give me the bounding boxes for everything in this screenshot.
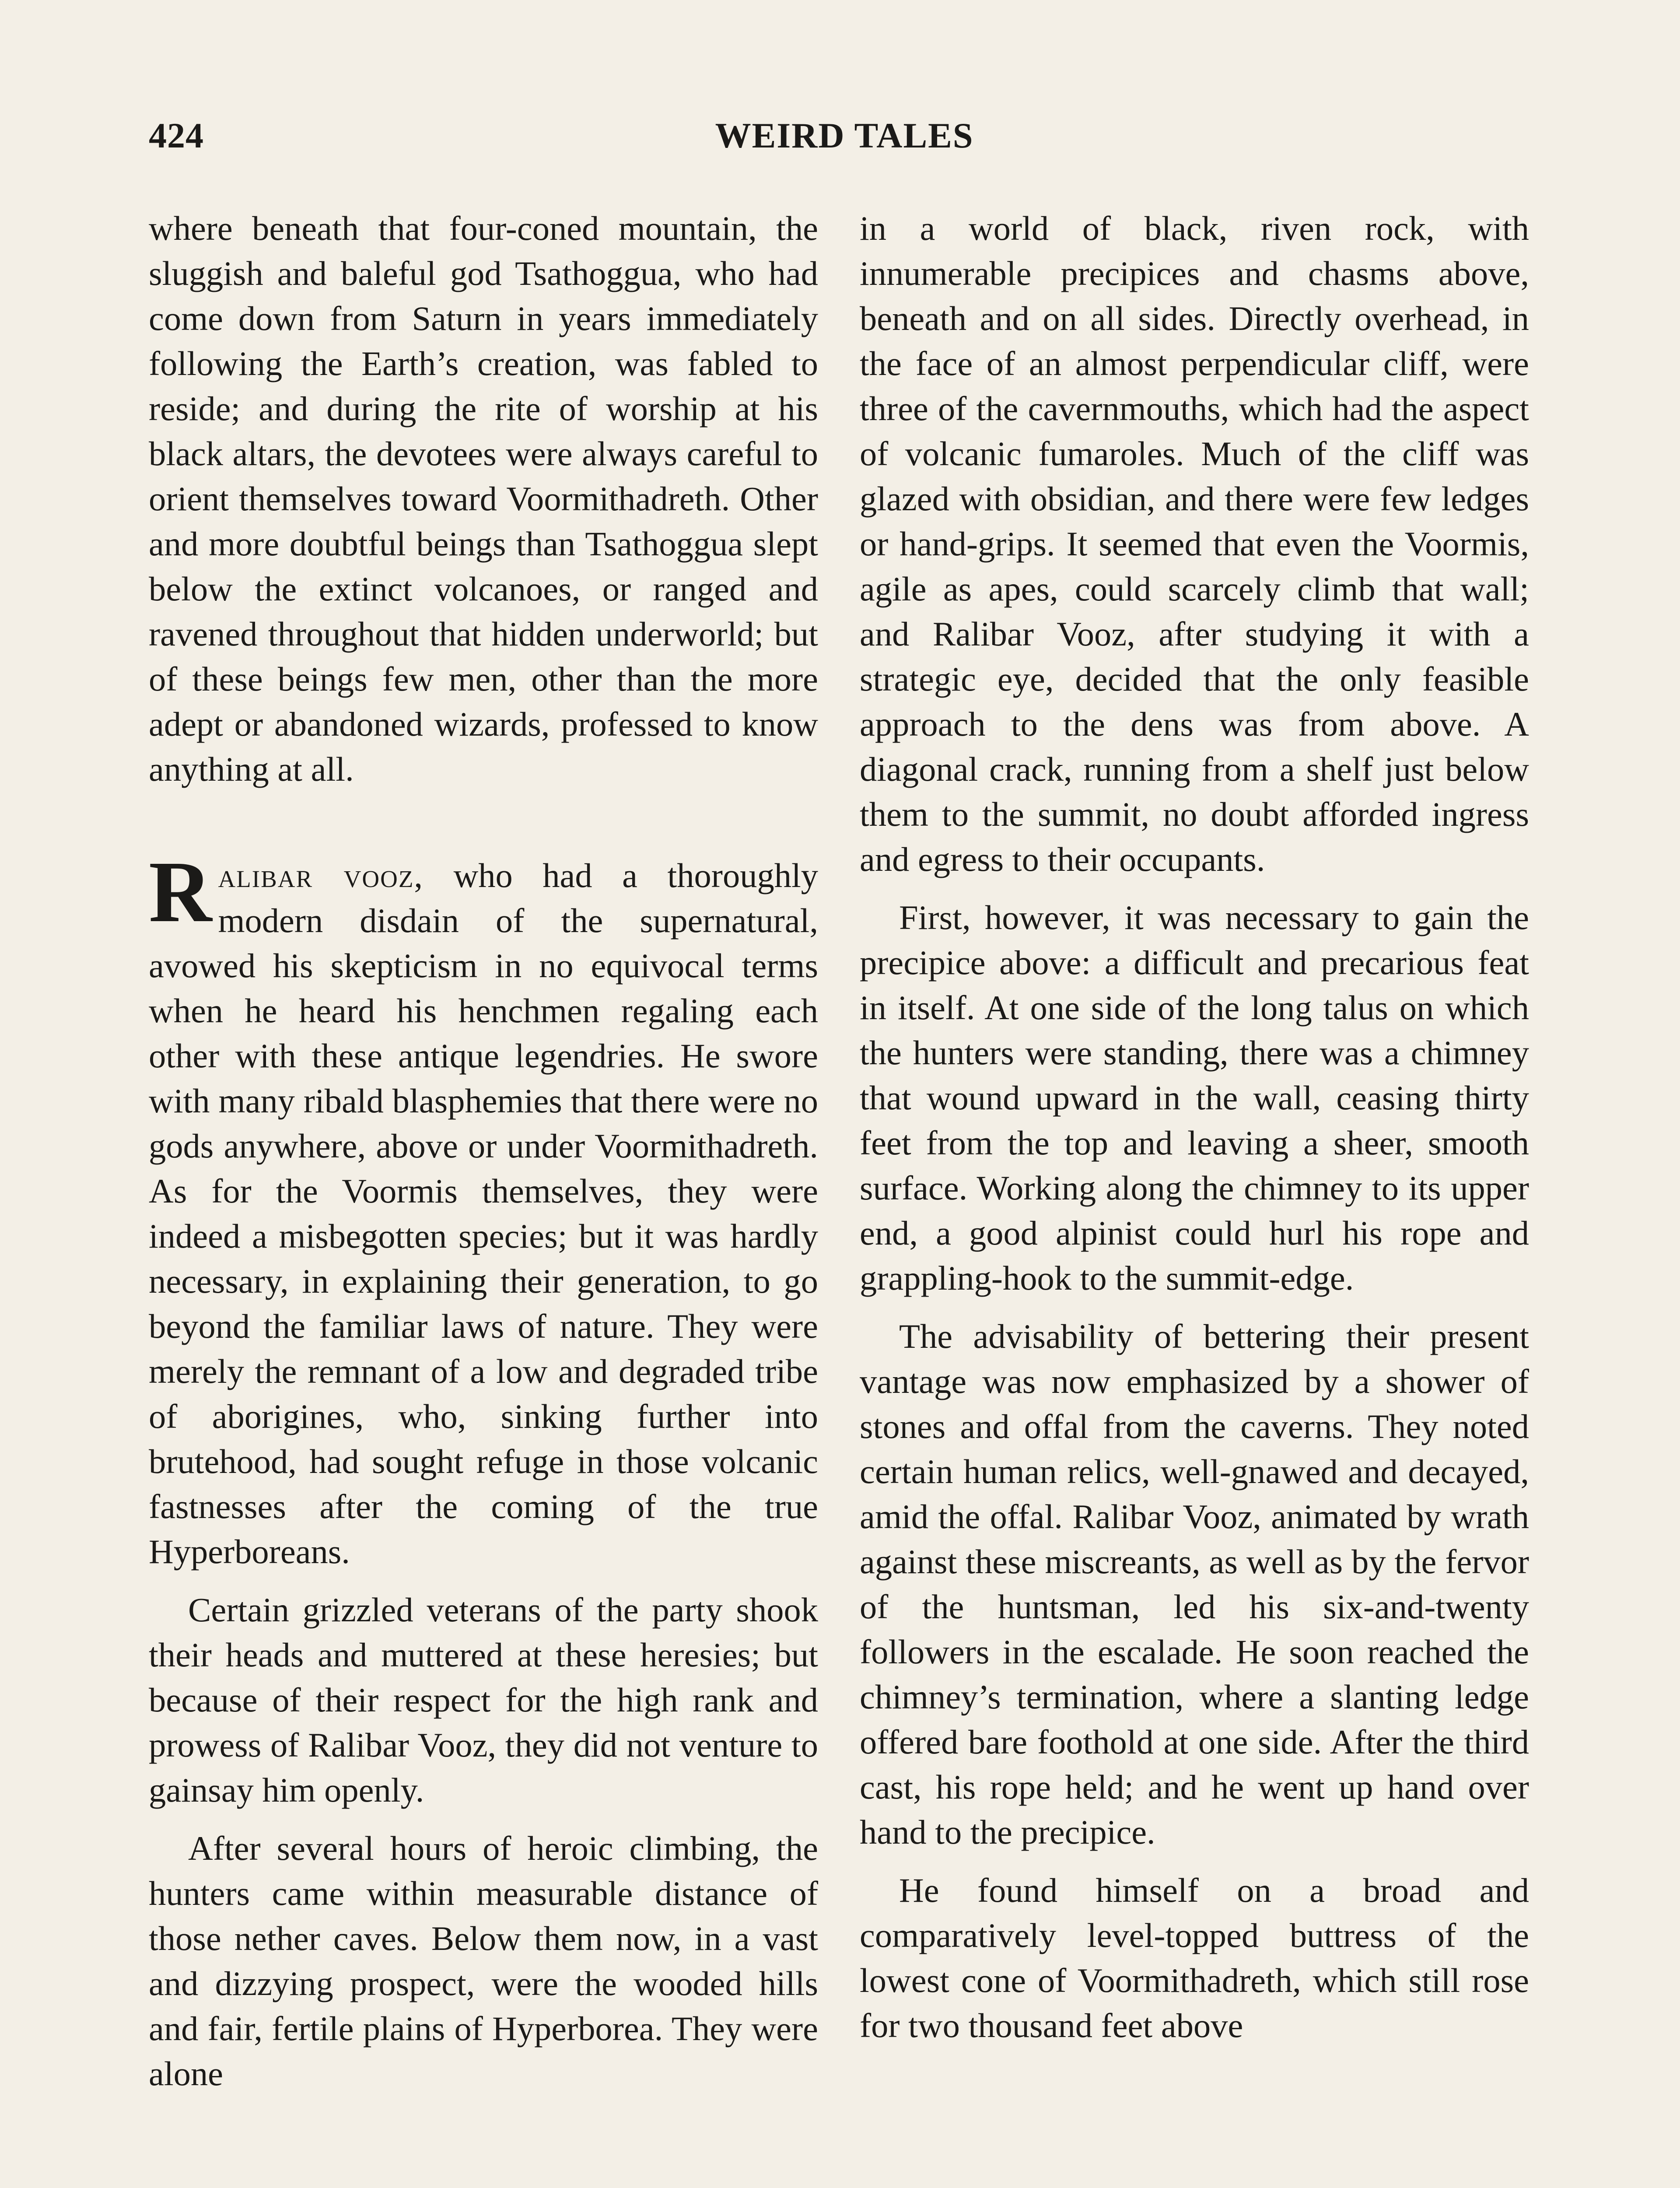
paragraph-text: who had a thoroughly modern disdain of the supernatural, avowed his skepticism in no equivocal terms when he heard his henchmen regaling each other with these antique legendries. He swore with many ribald blasphemies that there were no gods anywhere, above or under Voormithadreth. As for the Voormis themselves, they were indeed a misbegotten species; but it was hardly necessary, in explaining their generation, to go beyond the familiar laws of nature. They were merely the remnant of a low and degraded tribe of aborigines, who, sinking further into brutehood, had sought refuge in those volcanic fastnesses after the coming of the true Hyperboreans. — [149, 856, 818, 1571]
paragraph: where beneath that four-coned mountain, the sluggish and baleful god Tsathoggua, who had come down from Saturn in years immediately following the Earth’s creation, was fabled to reside; and during the rite of worship at his black altars, the devotees were always careful to orient themselves toward Voormithadreth. Other and more doubtful beings than Tsathoggua slept below the extinct volcanoes, or ranged and ravened throughout that hidden underworld; but of these beings few men, other than the more adept or abandoned wizards, professed to know anything at all. — [149, 209, 818, 788]
running-title: WEIRD TALES — [715, 116, 974, 155]
paragraph: After several hours of heroic climbing, the hunters came within measurable distance of those nether caves. Below them now, in a vast and dizzying prospect, were the wooded hills and fair, fertile plains of Hyperborea. They were alone — [149, 1829, 818, 2093]
page-header — [144, 112, 1544, 164]
section-break — [149, 805, 818, 853]
paragraph: in a world of black, riven rock, with innumerable precipices and chasms above, beneath and on all sides. Directly overhead, in the face of an almost perpendicular cliff, were three of the cavernmouths, which had the aspect of volcanic fumaroles. Much of the cliff was glazed with obsidian, and there were few ledges or hand-grips. It seemed that even the Voormis, agile as apes, could scarcely climb that wall; and Ralibar Vooz, after studying it with a strategic eye, decided that the only feasible approach to the dens was from above. A diagonal crack, running from a shelf just below them to the summit, no doubt afforded ingress and egress to their occupants. — [860, 209, 1529, 878]
paragraph-with-drop-cap — [149, 844, 818, 1574]
paragraph: The advisability of bettering their present vantage was now emphasized by a shower of stones and offal from the caverns. They noted certain human relics, well-gnawed and decayed, amid the offal. Ralibar Vooz, animated by wrath against these miscreants, as well as by the fervor of the huntsman, led his six-and-twenty followers in the escalade. He soon reached the chimney’s termination, where a slanting ledge offered bare foothold at one side. After the third cast, his rope held; and he went up hand over hand to the precipice. — [860, 1317, 1529, 1851]
page-number: 424 — [149, 116, 204, 155]
paragraph: Certain grizzled veterans of the party shook their heads and muttered at these heresies; but because of their respect for the high rank and prowess of Ralibar Vooz, they did not venture to gainsay him openly. — [149, 1591, 818, 1809]
paragraph: He found himself on a broad and comparatively level-topped buttress of the lowest cone of Voormithadreth, which still rose for two thousand feet above — [860, 1871, 1529, 2044]
small-caps-lead: alibar vooz, — [218, 856, 424, 894]
drop-cap: R — [149, 844, 212, 940]
right-column — [860, 206, 1529, 2048]
paragraph: First, however, it was necessary to gain the precipice above: a difficult and precarious feat in itself. At one side of the long talus on which the hunters were standing, there was a chimney that wound upward in the wall, ceasing thirty feet from the top and leaving a sheer, smooth surface. Working along the chimney to its upper end, a good alpinist could hurl his rope and grappling-hook to the summit-edge. — [860, 898, 1529, 1297]
left-column — [149, 206, 818, 2096]
